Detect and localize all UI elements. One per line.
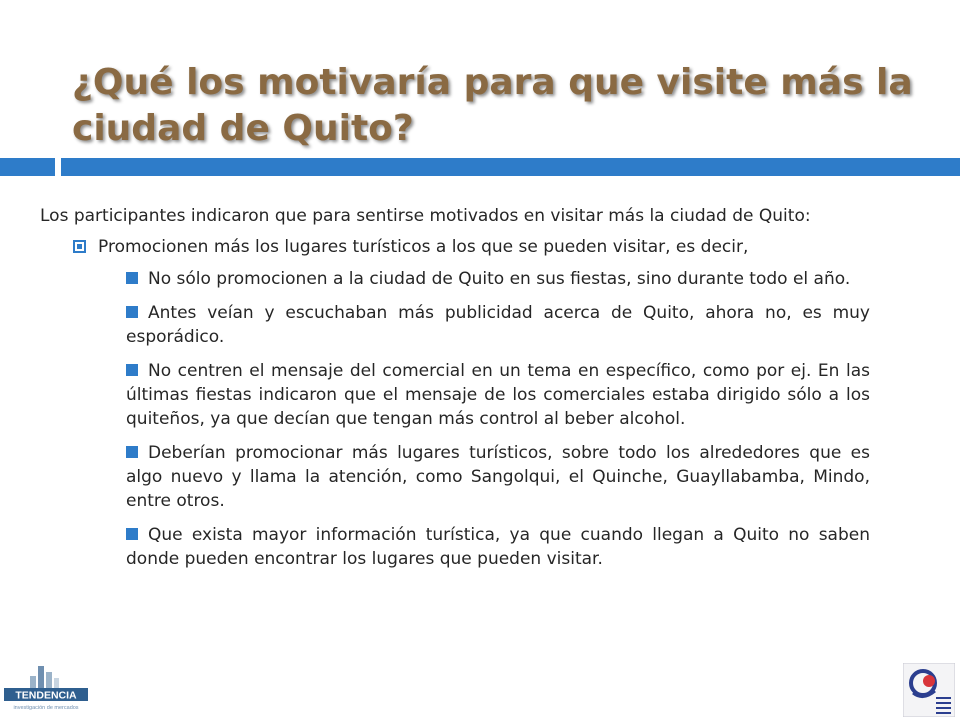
subbullet-item [126,301,870,349]
bullet-text: Promocionen más los lugares turísticos a los que se pueden visitar, es decir, [98,237,749,257]
subbullet-text: No sólo promocionen a la ciudad de Quito en sus fiestas, sino durante todo el año. [148,269,851,289]
filled-square-bullet-icon [126,272,138,284]
svg-text:investigación de mercados: investigación de mercados [13,705,79,711]
subbullet-item [126,359,870,431]
subbullet-item [126,523,870,571]
subbullet-item [126,267,870,291]
filled-square-bullet-icon [126,446,138,458]
subbullet-item [126,441,870,513]
quito-turismo-logo [903,663,955,717]
subbullet-text: Deberían promocionar más lugares turísticos, sobre todo los alrededores que es algo nuevo y llama la atención, como Sangolqui, el Quinche, Guayllabamba, Mindo, entre otros. [126,443,870,511]
svg-text:TENDENCIA: TENDENCIA [15,689,77,702]
slide-body [40,204,870,581]
filled-square-bullet-icon [126,528,138,540]
title-divider [61,158,960,176]
slide-title: ¿Qué los motivaría para que visite más la ciudad de Quito? [72,62,913,149]
title-divider-left [0,158,55,176]
bullet-item [73,235,870,259]
filled-square-bullet-icon [126,364,138,376]
filled-square-bullet-icon [126,306,138,318]
subbullet-text: Antes veían y escuchaban más publicidad acerca de Quito, ahora no, es muy esporádico. [126,303,870,347]
square-bullet-icon [73,240,86,253]
intro-text: Los participantes indicaron que para sentirse motivados en visitar más la ciudad de Quito: [40,206,811,226]
tendencia-logo [2,662,90,714]
subbullet-text: Que exista mayor información turística, ya que cuando llegan a Quito no saben donde pueden encontrar los lugares que pueden visitar. [126,525,870,569]
subbullet-text: No centren el mensaje del comercial en un tema en específico, como por ej. En las últimas fiestas indicaron que el mensaje de los comerciales estaba dirigido sólo a los quiteños, ya que decían que tengan más control al beber alcohol. [126,361,870,429]
